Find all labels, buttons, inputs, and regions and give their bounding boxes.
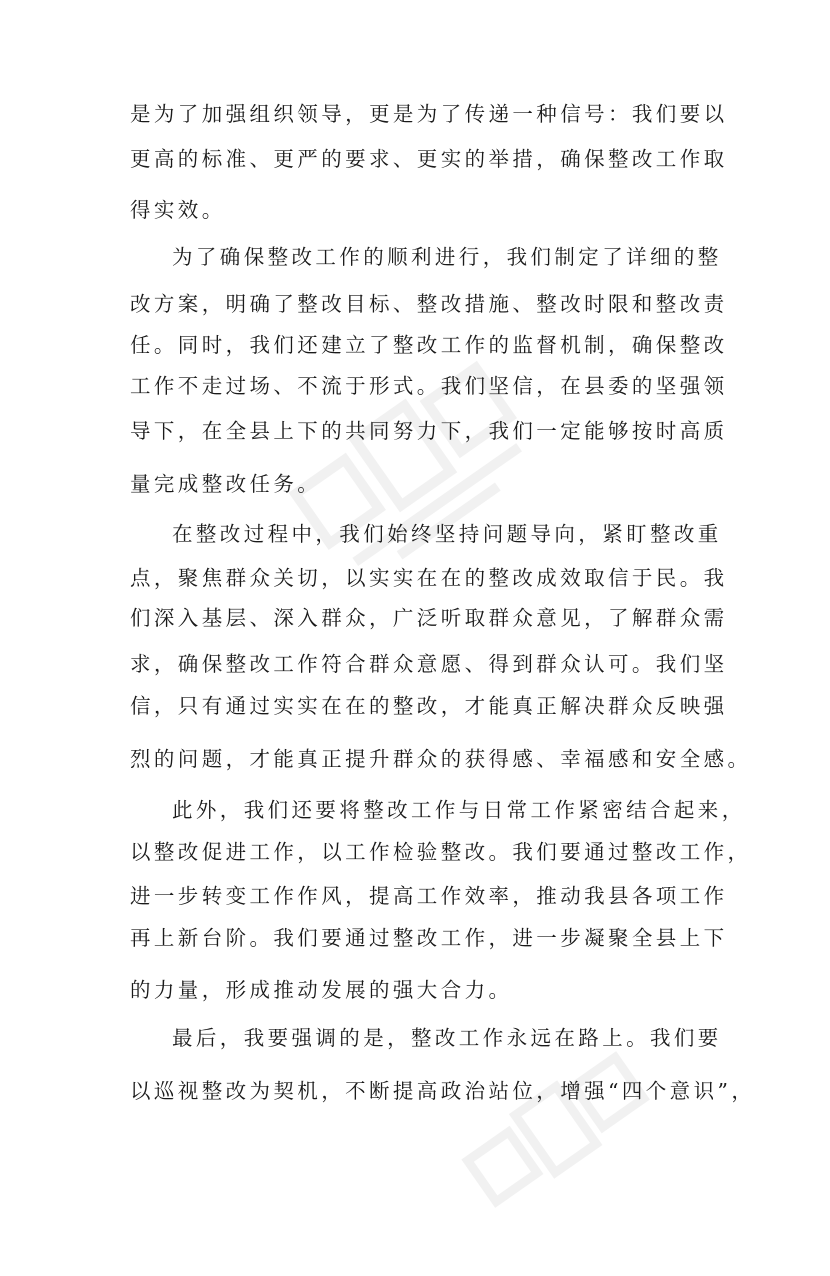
text-line: 导下，在全县上下的共同努力下，我们一定能够按时高质 <box>130 419 728 443</box>
watermark-logo-bottom <box>442 1027 698 1273</box>
paragraph-start: 此外，我们还要将整改工作与日常工作紧密结合起来， <box>172 798 746 822</box>
paragraph-start: 为了确保整改工作的顺利进行，我们制定了详细的整 <box>172 245 722 269</box>
text-line: 再上新台阶。我们要通过整改工作，进一步凝聚全县上下 <box>130 926 728 950</box>
paragraph-start: 最后，我要强调的是，整改工作永远在路上。我们要 <box>172 1026 722 1050</box>
text-line: 进一步转变工作作风，提高工作效率，推动我县各项工作 <box>130 884 728 908</box>
paragraph-start: 在整改过程中，我们始终坚持问题导向，紧盯整改重 <box>172 522 722 546</box>
text-line: 点，聚焦群众关切，以实实在在的整改成效取信于民。我 <box>130 566 728 590</box>
text-line: 得实效。 <box>130 198 226 222</box>
text-line: 烈的问题，才能真正提升群众的获得感、幸福感和安全感。 <box>130 747 752 771</box>
text-line: 的力量，形成推动发展的强大合力。 <box>130 978 513 1002</box>
text-line: 信，只有通过实实在在的整改，才能真正解决群众反映强 <box>130 694 728 718</box>
text-line: 是为了加强组织领导，更是为了传递一种信号：我们要以 <box>130 102 728 126</box>
text-line: 量完成整改任务。 <box>130 472 322 496</box>
text-line: 以整改促进工作，以工作检验整改。我们要通过整改工作， <box>130 840 752 864</box>
text-line: 们深入基层、深入群众，广泛听取群众意见，了解群众需 <box>130 606 728 630</box>
text-line: 以巡视整改为契机，不断提高政治站位，增强“四个意识”， <box>130 1079 756 1103</box>
text-line: 更高的标准、更严的要求、更实的举措，确保整改工作取 <box>130 147 728 171</box>
text-line: 工作不走过场、不流于形式。我们坚信，在县委的坚强领 <box>130 374 728 398</box>
text-line: 求，确保整改工作符合群众意愿、得到群众认可。我们坚 <box>130 652 728 676</box>
text-line: 改方案，明确了整改目标、整改措施、整改时限和整改责 <box>130 292 728 316</box>
text-line: 任。同时，我们还建立了整改工作的监督机制，确保整改 <box>130 333 728 357</box>
